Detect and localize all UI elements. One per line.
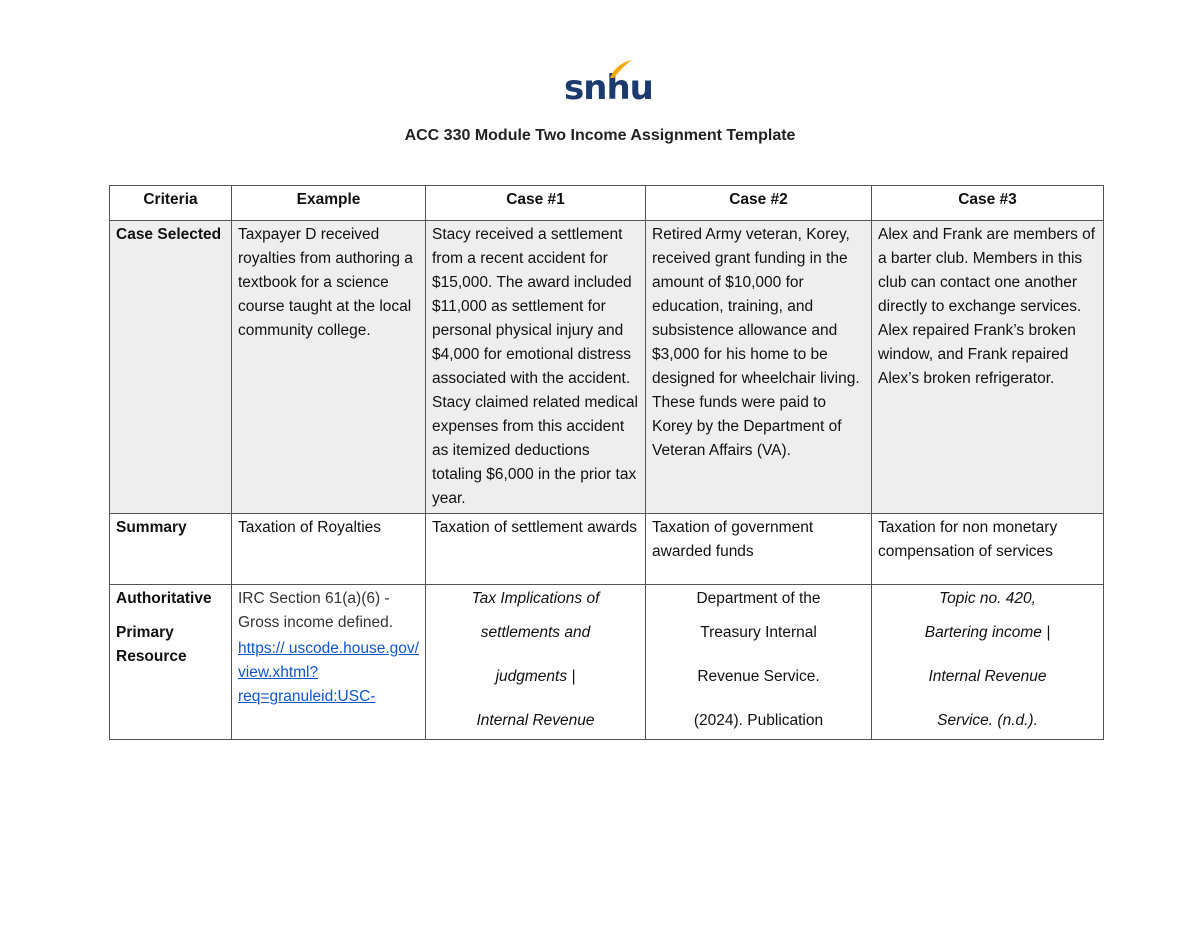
cell-example-authoritative bbox=[232, 585, 426, 740]
cell-example-summary: Taxation of Royalties bbox=[232, 514, 426, 585]
case1-citation-line: Internal Revenue bbox=[476, 712, 595, 729]
case3-citation-line: Bartering income | bbox=[924, 624, 1051, 641]
cell-case2-summary: Taxation of government awarded funds bbox=[646, 514, 872, 585]
label-primary-resource: Primary Resource bbox=[116, 624, 187, 665]
document-title: ACC 330 Module Two Income Assignment Template bbox=[404, 127, 796, 144]
case3-citation-line: Service. (n.d.). bbox=[937, 712, 1038, 729]
cell-case1-case: Stacy received a settlement from a recent accident for $15,000. The award included $11,000 as settlement for personal physical injury and $4,000 for emotional distress associated with the accident. Stacy claimed related medical expenses from this accident as itemized deductions totaling $6,000 in the prior tax year. bbox=[426, 221, 646, 514]
table-row-authoritative bbox=[110, 585, 1104, 740]
case1-citation-line: judgments | bbox=[495, 668, 576, 685]
case1-citation-line: Tax Implications of bbox=[471, 590, 600, 607]
table-header-row bbox=[110, 186, 1104, 221]
table-row-case-selected bbox=[110, 221, 1104, 514]
row-label-summary: Summary bbox=[110, 514, 232, 585]
cell-case2-authoritative bbox=[646, 585, 872, 740]
cell-case3-authoritative bbox=[872, 585, 1104, 740]
cell-case3-case: Alex and Frank are members of a barter club. Members in this club can contact one another directly to exchange services. Alex repaired Frank’s broken window, and Frank repaired Alex’s broken refrigerator. bbox=[872, 221, 1104, 514]
assignment-table bbox=[109, 185, 1104, 740]
logo-wordmark: snhu bbox=[564, 68, 653, 108]
header-case-1: Case #1 bbox=[426, 186, 646, 221]
header-case-3: Case #3 bbox=[872, 186, 1104, 221]
case1-citation-line: settlements and bbox=[480, 624, 591, 641]
header-example: Example bbox=[232, 186, 426, 221]
flame-leaf-icon bbox=[608, 58, 634, 80]
table-row-summary bbox=[110, 514, 1104, 585]
cell-case1-authoritative bbox=[426, 585, 646, 740]
case2-citation-line: Revenue Service. bbox=[697, 668, 820, 685]
header-criteria: Criteria bbox=[110, 186, 232, 221]
cell-case3-summary: Taxation for non monetary compensation of services bbox=[872, 514, 1104, 585]
snhu-logo bbox=[564, 58, 653, 108]
row-label-authoritative bbox=[110, 585, 232, 740]
header-case-2: Case #2 bbox=[646, 186, 872, 221]
cell-case2-case: Retired Army veteran, Korey, received grant funding in the amount of $10,000 for education, training, and subsistence allowance and $3,000 for his home to be designed for wheelchair living. These funds were paid to Korey by the Department of Veteran Affairs (VA). bbox=[646, 221, 872, 514]
case2-citation-line: Treasury Internal bbox=[700, 624, 817, 641]
case3-citation-line: Internal Revenue bbox=[928, 668, 1047, 685]
cell-case1-summary: Taxation of settlement awards bbox=[426, 514, 646, 585]
case2-citation-line: Department of the bbox=[696, 590, 821, 607]
example-citation-text: IRC Section 61(a)(6) - Gross income defined. bbox=[238, 590, 394, 631]
example-citation-link[interactable]: https:// uscode.house.gov/ view.xhtml? req=granuleid:USC- bbox=[238, 640, 419, 705]
case2-citation-line: (2024). Publication bbox=[693, 712, 824, 729]
case3-citation-line: Topic no. 420, bbox=[939, 590, 1036, 607]
label-authoritative: Authoritative bbox=[116, 590, 212, 607]
row-label-case-selected: Case Selected bbox=[110, 221, 232, 514]
cell-example-case: Taxpayer D received royalties from authoring a textbook for a science course taught at the local community college. bbox=[232, 221, 426, 514]
